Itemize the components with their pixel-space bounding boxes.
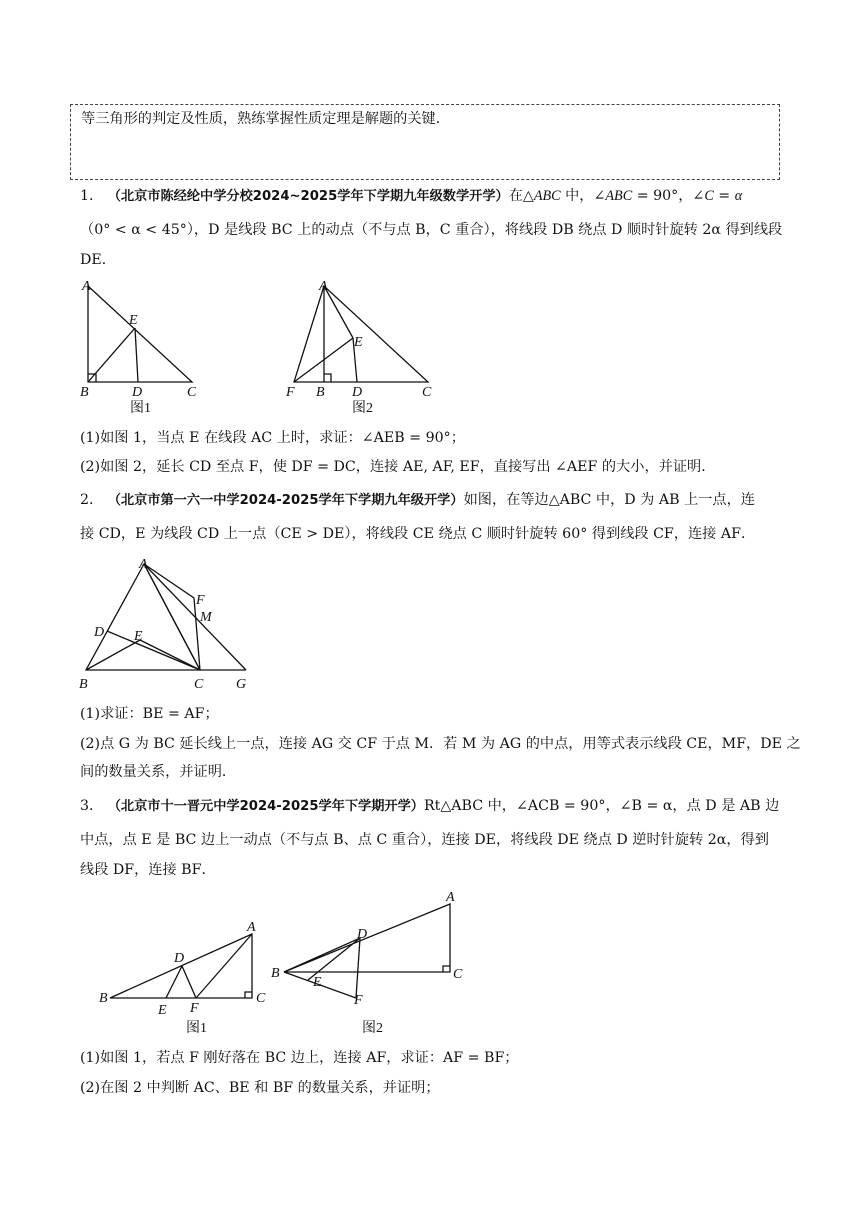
problem-3-question-2: (2)在图 2 中判断 AC、BE 和 BF 的数量关系，并证明； bbox=[80, 1080, 440, 1096]
problem-2-line-2: 接 CD，E 为线段 CD 上一点（CE > DE），将线段 CE 绕点 C 顺时针旋转 60° 得到线段 CF，连接 AF． bbox=[80, 526, 756, 542]
p1-text-h: α bbox=[734, 188, 743, 204]
label-f: F bbox=[286, 385, 295, 400]
label-c: C bbox=[422, 385, 432, 400]
problem-3-line-2: 中点，点 E 是 BC 边上一动点（不与点 B、点 C 重合），连接 DE，将线段 DE 绕点 D 逆时针旋转 2α，得到 bbox=[80, 832, 769, 848]
segment-af bbox=[196, 934, 252, 998]
problem-1-question-2: (2)如图 2，延长 CD 至点 F，使 DF = DC，连接 AE, AF, EF，直接写出 ∠AEF 的大小，并证明． bbox=[80, 459, 716, 475]
figure-1-caption: 图1 bbox=[186, 1021, 207, 1036]
problem-3-question-1: (1)如图 1，若点 F 刚好落在 BC 边上，连接 AF，求证：AF = BF； bbox=[80, 1050, 519, 1066]
label-a: A bbox=[446, 890, 455, 905]
label-b: B bbox=[79, 677, 88, 692]
right-angle-mark bbox=[245, 992, 252, 998]
label-d: D bbox=[357, 927, 368, 942]
figure-2-caption: 图2 bbox=[352, 401, 373, 416]
segment-ec bbox=[140, 640, 200, 670]
problem-2-question-2-line-1: (2)点 G 为 BC 延长线上一点，连接 AG 交 CF 于点 M．若 M 为 AG 的中点，用等式表示线段 CE，MF，DE 之 bbox=[80, 736, 801, 752]
label-b: B bbox=[99, 991, 108, 1006]
problem-1-question-1: (1)如图 1，当点 E 在线段 AC 上时，求证：∠AEB = 90°； bbox=[80, 430, 465, 446]
problem-1-line-1 bbox=[80, 186, 742, 207]
label-d: D bbox=[174, 951, 185, 966]
label-d: D bbox=[132, 385, 143, 400]
p1-text-b: ABC bbox=[533, 188, 561, 204]
problem-2-stem-1: 如图，在等边△ABC 中，D 为 AB 上一点，连 bbox=[463, 492, 755, 508]
problem-2-question-1: (1)求证：BE = AF； bbox=[80, 706, 219, 722]
label-a: A bbox=[82, 279, 91, 294]
label-b: B bbox=[316, 385, 325, 400]
triangle-abc bbox=[86, 564, 200, 670]
previous-answer-text: 等三角形的判定及性质，熟练掌握性质定理是解题的关键． bbox=[81, 111, 450, 127]
label-f: F bbox=[196, 593, 205, 608]
problem-1-line-3: DE． bbox=[80, 252, 116, 268]
segment-ae bbox=[324, 286, 353, 338]
problem-1-figure-2 bbox=[280, 276, 440, 416]
segment-de bbox=[166, 966, 182, 998]
right-angle-mark bbox=[324, 374, 331, 382]
label-f: F bbox=[190, 1001, 199, 1016]
label-d: D bbox=[94, 625, 105, 640]
problem-3-source: （北京市十一晋元中学2024-2025学年下学期开学） bbox=[107, 799, 424, 814]
label-c: C bbox=[194, 677, 204, 692]
label-e: E bbox=[354, 335, 363, 350]
label-e: E bbox=[129, 313, 138, 328]
label-f: F bbox=[354, 993, 363, 1008]
problem-1-number: 1． bbox=[80, 188, 104, 204]
problem-3-stem-1: Rt△ABC 中，∠ACB = 90°，∠B = α，点 D 是 AB 边 bbox=[424, 798, 780, 814]
label-g: G bbox=[236, 677, 247, 692]
p1-text-e: = 90°，∠ bbox=[632, 188, 705, 204]
problem-3-line-1 bbox=[80, 796, 779, 817]
p1-text-d: ABC bbox=[605, 188, 633, 204]
label-m: M bbox=[200, 610, 212, 625]
problem-2-figure bbox=[76, 554, 256, 694]
label-c: C bbox=[453, 967, 463, 982]
problem-3-figure-2 bbox=[268, 886, 468, 1038]
problem-2-source: （北京市第一六一中学2024-2025学年下学期九年级开学） bbox=[107, 493, 464, 508]
label-a: A bbox=[139, 557, 148, 572]
label-d: D bbox=[352, 385, 363, 400]
p1-text-f: C bbox=[704, 188, 714, 204]
label-c: C bbox=[187, 385, 196, 400]
triangle-abc bbox=[88, 286, 192, 382]
label-e: E bbox=[134, 629, 143, 644]
problem-2-question-2-line-2: 间的数量关系，并证明． bbox=[80, 764, 237, 780]
segment-ed bbox=[135, 328, 138, 382]
p1-text-c: 中，∠ bbox=[560, 188, 606, 204]
label-a: A bbox=[247, 920, 256, 935]
label-e: E bbox=[158, 1003, 167, 1018]
triangle-abc bbox=[110, 934, 252, 998]
label-a: A bbox=[319, 279, 328, 294]
label-b: B bbox=[271, 966, 280, 981]
problem-3-number: 3． bbox=[80, 798, 104, 814]
problem-2-line-1 bbox=[80, 490, 755, 511]
problem-3-figure-1 bbox=[96, 916, 272, 1038]
label-b: B bbox=[80, 385, 89, 400]
problem-1-source: （北京市陈经纶中学分校2024~2025学年下学期九年级数学开学） bbox=[107, 189, 509, 204]
segment-ac-inner bbox=[144, 564, 200, 670]
label-c: C bbox=[256, 991, 266, 1006]
p1-text-a: 在△ bbox=[508, 188, 534, 204]
label-e: E bbox=[313, 975, 322, 990]
problem-1-line-2: （0° < α < 45°），D 是线段 BC 上的动点（不与点 B，C 重合），将线段 DB 绕点 D 顺时针旋转 2α 得到线段 bbox=[80, 222, 783, 238]
figure-2-caption: 图2 bbox=[362, 1021, 383, 1036]
figure-1-caption: 图1 bbox=[130, 401, 151, 416]
previous-answer-box bbox=[70, 104, 780, 180]
p1-text-g: = bbox=[713, 188, 735, 204]
problem-1-figure-1 bbox=[76, 276, 196, 416]
right-angle-mark bbox=[443, 966, 450, 972]
segment-df bbox=[182, 966, 196, 998]
problem-2-number: 2． bbox=[80, 492, 104, 508]
problem-3-line-3: 线段 DF，连接 BF． bbox=[80, 862, 216, 878]
